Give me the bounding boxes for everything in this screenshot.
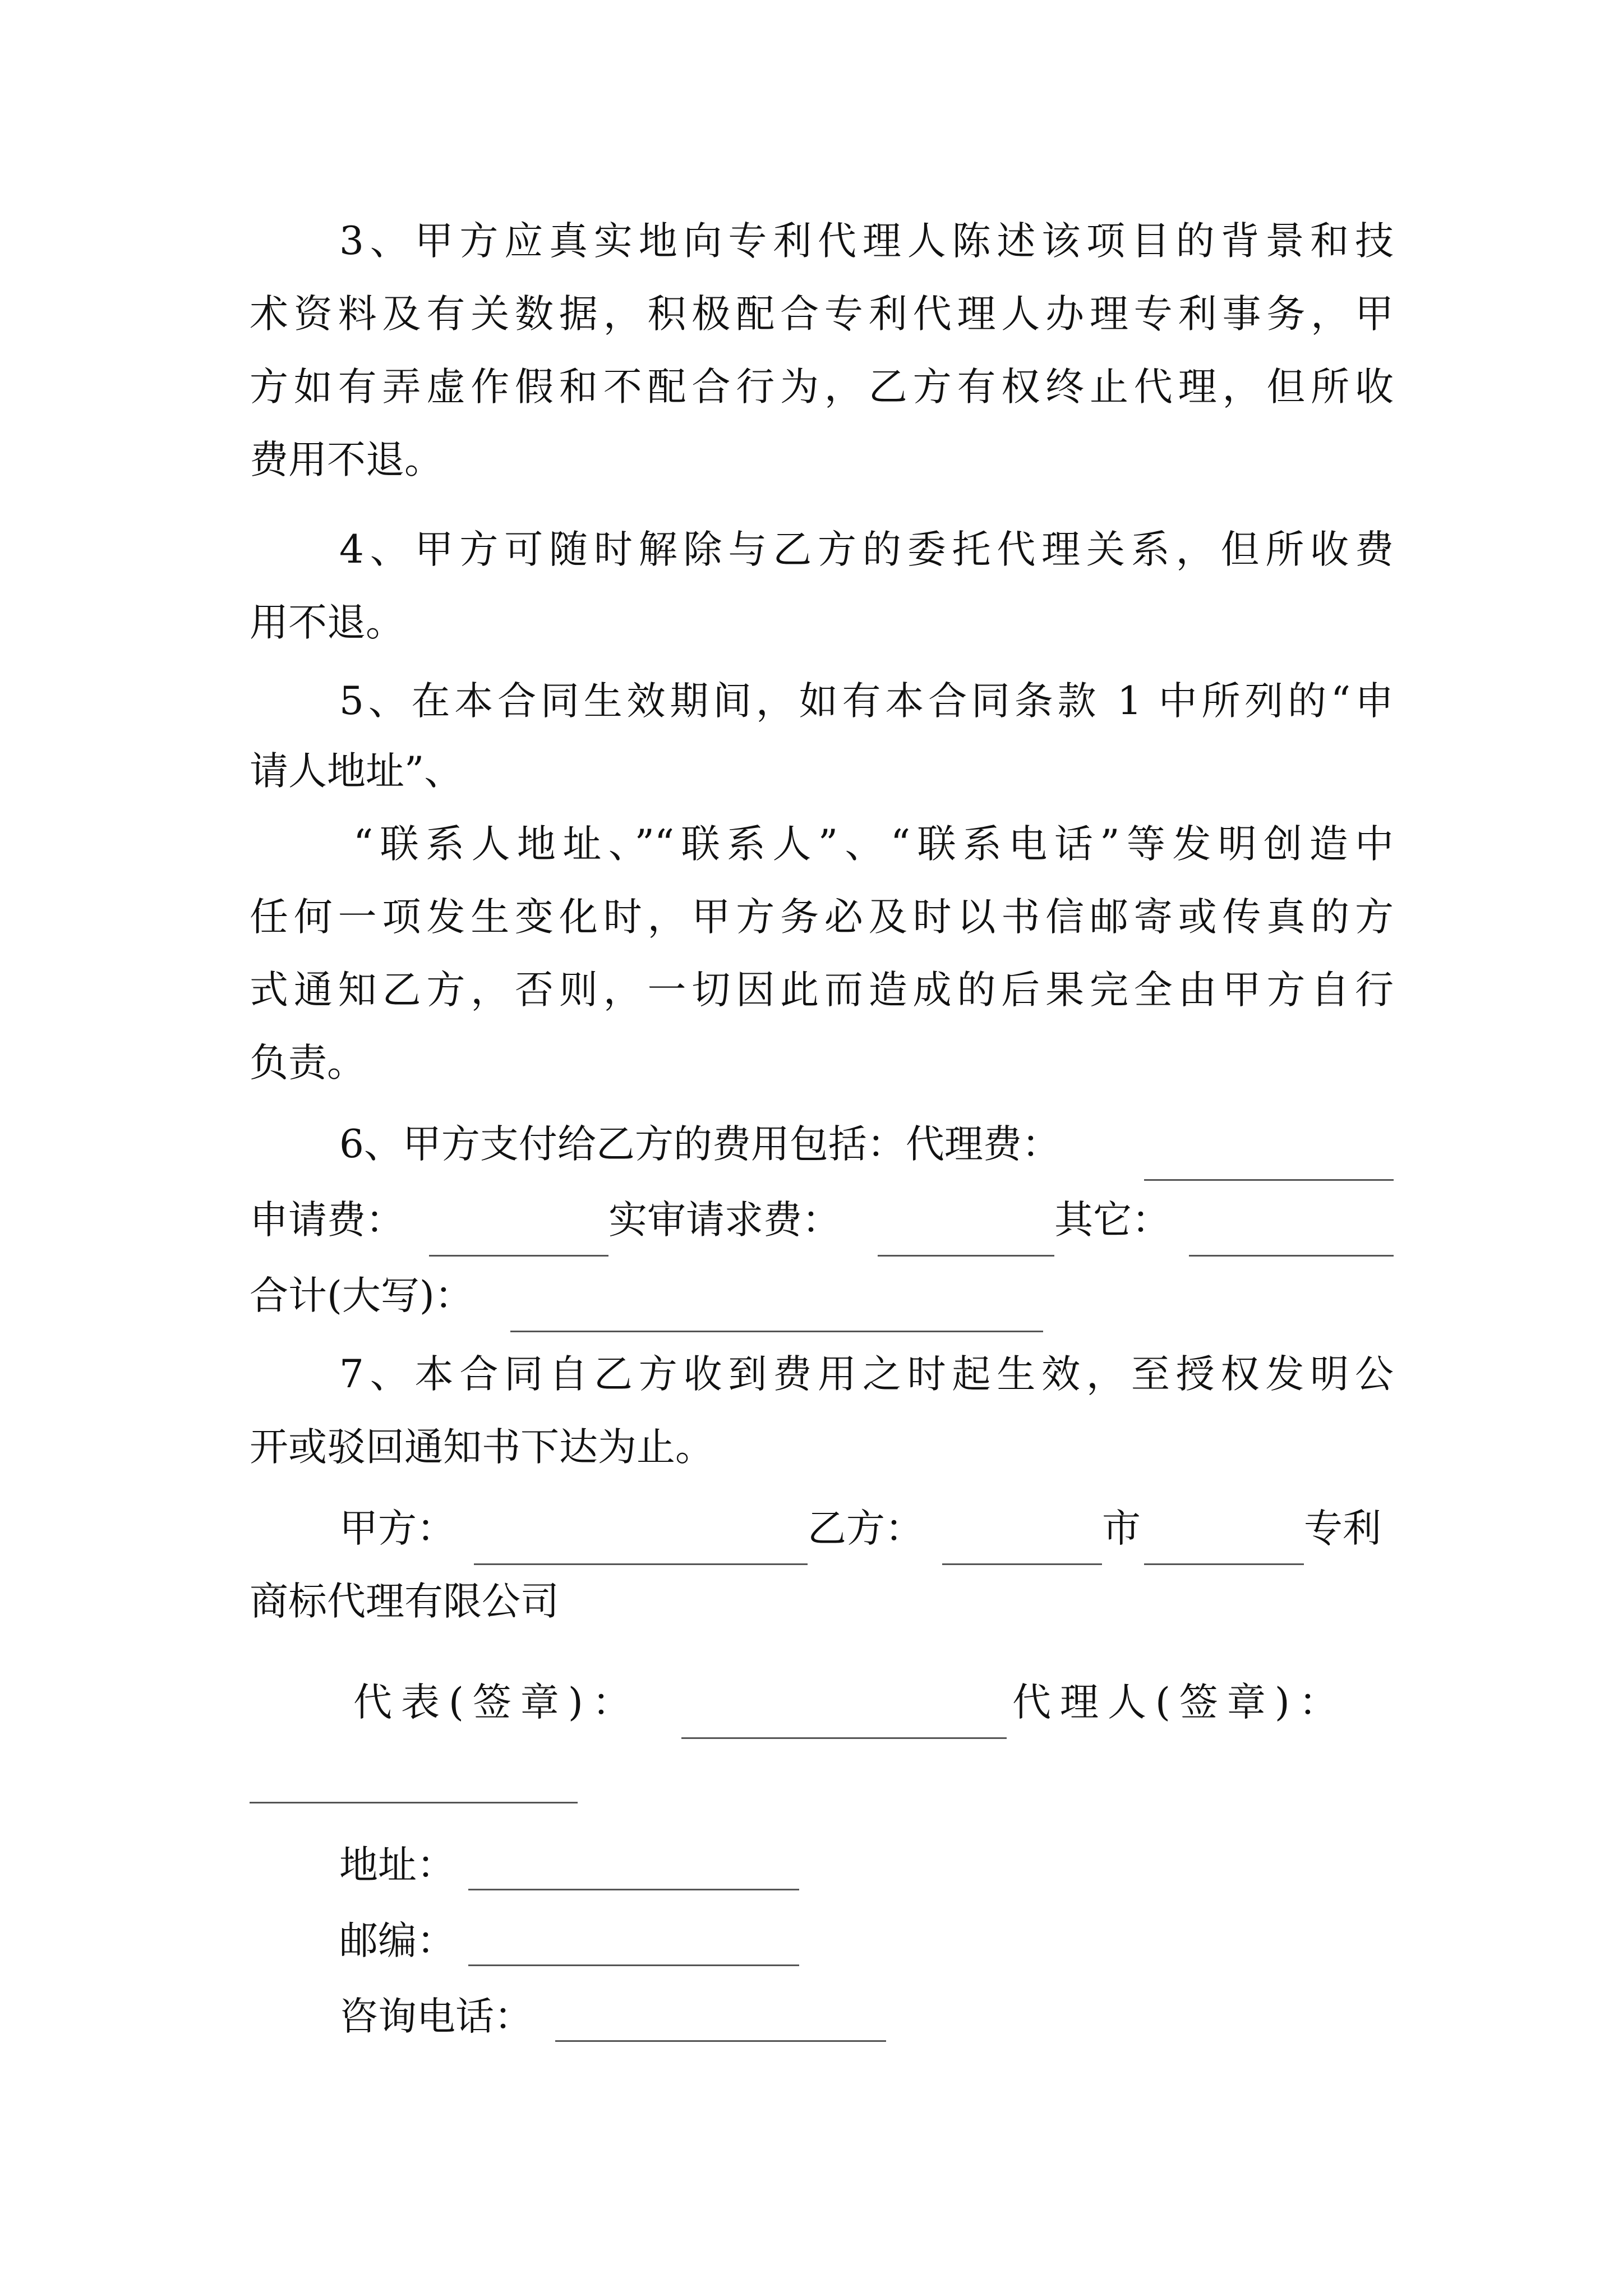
clause-6-intro: 6、甲方支付给乙方的费用包括：代理费： xyxy=(339,1122,1061,1167)
party-a-blank[interactable] xyxy=(474,1563,808,1565)
application-fee-blank[interactable] xyxy=(429,1255,608,1257)
party-a-label: 甲方： xyxy=(339,1506,455,1551)
clause-5-line-6: 负责。 xyxy=(250,1041,366,1085)
representative-signature-blank[interactable] xyxy=(681,1737,1007,1739)
clause-5-line-1: 5、在本合同生效期间，如有本合同条款 1 中所列的“申 xyxy=(339,679,1394,724)
agency-name-line-2: 商标代理有限公司 xyxy=(250,1579,559,1624)
address-label: 地址： xyxy=(339,1843,455,1888)
clause-4-line-2: 用不退。 xyxy=(250,600,404,645)
clause-7-line-2: 开或驳回通知书下达为止。 xyxy=(250,1425,714,1470)
postcode-label: 邮编： xyxy=(339,1918,455,1963)
city-label: 市 xyxy=(1102,1506,1141,1551)
agency-name-blank[interactable] xyxy=(1144,1563,1304,1565)
party-b-label: 乙方： xyxy=(808,1506,924,1551)
agency-fee-blank[interactable] xyxy=(1144,1179,1394,1181)
application-fee-label: 申请费： xyxy=(250,1198,404,1243)
clause-5-line-4: 任何一项发生变化时，甲方务必及时以书信邮寄或传真的方 xyxy=(250,895,1394,940)
examination-fee-label: 实审请求费： xyxy=(608,1198,841,1243)
examination-fee-blank[interactable] xyxy=(878,1255,1054,1257)
agency-suffix: 专利 xyxy=(1304,1506,1381,1551)
other-fee-label: 其它： xyxy=(1054,1198,1170,1243)
other-fee-blank[interactable] xyxy=(1189,1255,1394,1257)
representative-label: 代表(签章)： xyxy=(353,1680,640,1725)
clause-5-line-5: 式通知乙方，否则，一切因此而造成的后果完全由甲方自行 xyxy=(250,968,1394,1013)
total-blank[interactable] xyxy=(510,1331,1043,1332)
clause-3-line-1: 3、甲方应真实地向专利代理人陈述该项目的背景和技 xyxy=(339,219,1394,264)
address-blank[interactable] xyxy=(468,1889,799,1890)
clause-7-line-1: 7、本合同自乙方收到费用之时起生效，至授权发明公 xyxy=(339,1352,1394,1397)
phone-blank[interactable] xyxy=(555,2040,886,2042)
total-label: 合计(大写)： xyxy=(250,1273,473,1318)
agent-label: 代理人(签章)： xyxy=(1012,1680,1347,1725)
clause-3-line-3: 方如有弄虚作假和不配合行为，乙方有权终止代理，但所收 xyxy=(250,365,1394,409)
clause-5-line-2: 请人地址”、 xyxy=(250,749,463,794)
agent-signature-blank[interactable] xyxy=(250,1802,578,1803)
city-blank[interactable] xyxy=(942,1563,1102,1565)
phone-label: 咨询电话： xyxy=(339,1994,533,2039)
clause-3-line-4: 费用不退。 xyxy=(250,438,443,482)
clause-4-line-1: 4、甲方可随时解除与乙方的委托代理关系，但所收费 xyxy=(339,527,1394,572)
clause-5-line-3: “联系人地址、”“联系人”、“联系电话”等发明创造中 xyxy=(353,822,1394,867)
postcode-blank[interactable] xyxy=(468,1964,799,1966)
clause-3-line-2: 术资料及有关数据，积极配合专利代理人办理专利事务，甲 xyxy=(250,292,1394,337)
